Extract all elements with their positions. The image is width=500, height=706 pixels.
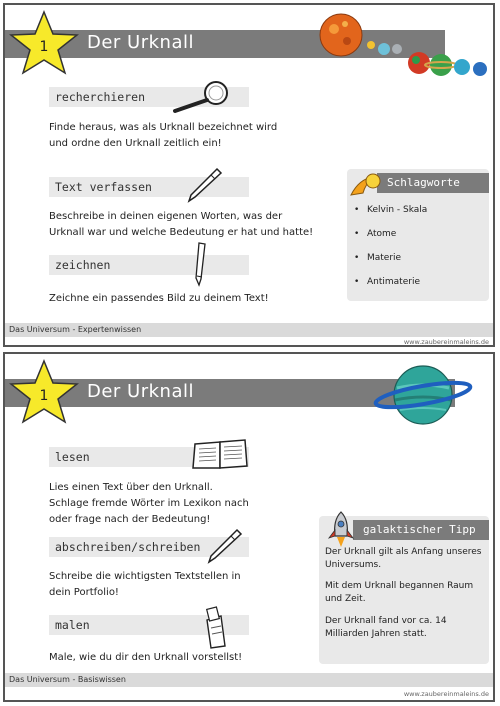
pencil-icon [191,241,211,287]
keyword-item: • Kelvin - Skala [367,205,427,215]
task-text-zeichnen: Zeichne ein passendes Bild zu deinem Text! [49,293,269,304]
task-text-lesen: Lies einen Text über den Urknall. Schlage fremde Wörter im Lexikon nach oder frage nach der Bedeutung! [49,482,249,525]
pen-icon [183,165,223,205]
keyword-item: • Antimaterie [367,277,420,287]
keywords-heading: Schlagworte [377,173,489,193]
star-icon [9,10,79,76]
footer-text: Das Universum - Expertenwissen [9,325,142,334]
keywords-box [347,169,489,301]
footer-bar [5,323,493,337]
source-url: www.zaubereinmaleins.de [403,338,489,346]
task-label-lesen: lesen [49,447,249,467]
card-number: 1 [39,388,49,404]
card-number: 1 [39,39,49,55]
tip-box [319,516,489,664]
card-expert [3,3,495,347]
task-text-abschreiben: Schreibe die wichtigsten Textstellen in dein Portfolio! [49,571,241,598]
open-book-icon [191,438,249,472]
task-text-recherchieren: Finde heraus, was als Urknall bezeichnet wird und ordne den Urknall zeitlich ein! [49,122,278,149]
tip-paragraph: Der Urknall fand vor ca. 14 Milliarden Jahren statt. [325,616,447,639]
ringed-planet-icon [373,358,473,432]
tip-heading: galaktischer Tipp [353,520,489,540]
tip-paragraph: Der Urknall gilt als Anfang unseres Universums. [325,547,482,570]
footer-text: Das Universum - Basiswissen [9,675,126,684]
planets-icon [317,11,495,81]
footer-bar [5,673,493,687]
magnifier-icon [170,79,232,119]
task-text-text-verfassen: Beschreibe in deinen eigenen Worten, was der Urknall war und welche Bedeutung er hat und hatte! [49,211,314,238]
star-icon [9,359,79,425]
card-title: Der Urknall [87,32,194,53]
keyword-item: • Atome [367,229,396,239]
comet-icon [349,171,383,199]
paint-tube-icon [199,604,229,650]
task-label-malen: malen [49,615,249,635]
pen-icon [203,526,243,564]
card-basic [3,352,495,702]
task-label-abschreiben: abschreiben/schreiben [49,537,249,557]
source-url: www.zaubereinmaleins.de [403,690,489,698]
task-label-recherchieren: recherchieren [49,87,249,107]
card-title: Der Urknall [87,381,194,402]
rocket-icon [325,510,357,550]
task-label-text-verfassen: Text verfassen [49,177,249,197]
task-text-malen: Male, wie du dir den Urknall vorstellst! [49,652,243,663]
tip-paragraph: Mit dem Urknall begannen Raum und Zeit. [325,581,474,604]
task-label-zeichnen: zeichnen [49,255,249,275]
keyword-item: • Materie [367,253,401,263]
